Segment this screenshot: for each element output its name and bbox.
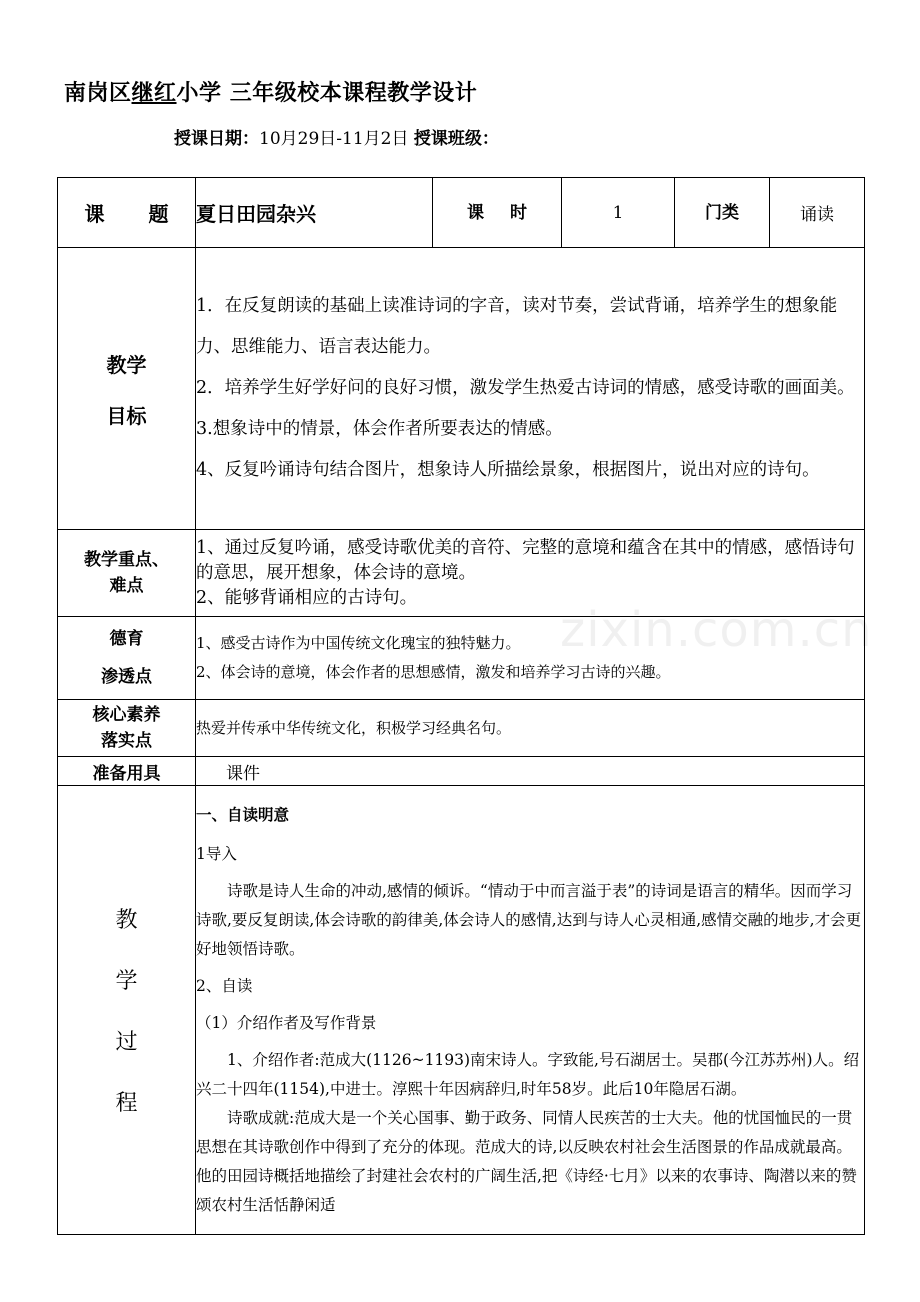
lesson-plan-table: [57, 177, 865, 1235]
hours-label: 课时: [467, 202, 553, 223]
topic-value: 夏日田园杂兴: [196, 178, 433, 248]
core-label-cell: [58, 700, 196, 757]
key-point-item: 1、通过反复吟诵，感受诗歌优美的音符、完整的意境和蕴含在其中的情感，感悟诗句的意思，展开想象，体会诗的意境。: [196, 537, 855, 583]
subsection-title: （1）介绍作者及写作背景: [196, 1013, 377, 1032]
category-label: 门类: [675, 178, 770, 248]
school-suffix: 小学: [176, 81, 222, 106]
process-label-cell: [58, 786, 196, 1235]
intro-text: 诗歌是诗人生命的冲动,感情的倾诉。“情动于中而言溢于表”的诗词是语言的精华。因而学习诗歌,要反复朗读,体会诗歌的韵律美,体会诗人的感情,达到与诗人心灵相通,感情交融的地步,才会更好地领悟诗歌。: [196, 881, 862, 958]
moral-label-cell: [58, 617, 196, 700]
author-intro: 1、介绍作者:范成大(1126~1193)南宋诗人。字致能,号石湖居士。吴郡(今江苏苏州)人。绍兴二十四年(1154),中进士。淳熙十年因病辞归,时年58岁。此后10年隐居石湖。: [196, 1050, 860, 1098]
tools-value: 课件: [196, 757, 865, 786]
process-label-char: 程: [115, 1091, 138, 1116]
moral-label-1: 德育: [109, 629, 144, 649]
self-read-title: 2、自读: [196, 976, 253, 995]
tools-label: 准备用具: [58, 757, 196, 786]
key-points-content: [196, 530, 865, 617]
school-name: 继红: [131, 81, 177, 106]
process-label-char: 教: [115, 908, 138, 933]
core-row: [58, 700, 865, 757]
poetry-achievement: 诗歌成就:范成大是一个关心国事、勤于政务、同情人民疾苦的士大夫。他的忧国恤民的一贯思想在其诗歌创作中得到了充分的体现。范成大的诗,以反映农村社会生活图景的作品成就最高。他的田园诗概括地描绘了封建社会农村的广阔生活,把《诗经·七月》以来的农事诗、陶潜以来的赞颂农村生活恬静闲适: [196, 1108, 857, 1214]
class-label: 授课班级：: [413, 129, 499, 149]
core-content: 热爱并传承中华传统文化，积极学习经典名句。: [196, 700, 865, 757]
process-label-char: 过: [115, 1030, 138, 1055]
goals-label-1: 教学: [106, 352, 147, 377]
process-content: [196, 786, 865, 1235]
goals-content: [196, 248, 865, 530]
title-rest: 三年级校本课程教学设计: [221, 81, 478, 106]
intro-title: 1导入: [196, 844, 237, 863]
date-value: 10月29日-11月2日: [259, 129, 409, 149]
section-heading: 一、自读明意: [196, 805, 290, 824]
document-title: [64, 76, 477, 107]
process-row: [58, 786, 865, 1235]
topic-label-cell: [58, 178, 213, 248]
hours-value: 1: [562, 178, 675, 248]
key-points-label-1: 教学重点、: [84, 550, 169, 570]
district-name: 南岗区: [64, 81, 132, 106]
goal-item: 4、反复吟诵诗句结合图片，想象诗人所描绘景象，根据图片，说出对应的诗句。: [196, 460, 820, 480]
tools-row: [58, 757, 865, 786]
moral-item: 2、体会诗的意境，体会作者的思想感情，激发和培养学习古诗的兴趣。: [196, 663, 671, 681]
moral-row: [58, 617, 865, 700]
date-label: 授课日期：: [174, 129, 259, 149]
key-points-label-cell: [58, 530, 196, 617]
goals-label-cell: [58, 248, 196, 530]
core-label-2: 落实点: [101, 731, 152, 751]
topic-row: [58, 178, 865, 248]
moral-item: 1、感受古诗作为中国传统文化瑰宝的独特魅力。: [196, 634, 521, 652]
goals-label-2: 目标: [106, 403, 147, 428]
process-label-char: 学: [115, 969, 138, 994]
goal-item: 1．在反复朗读的基础上读准诗词的字音，读对节奏，尝试背诵，培养学生的想象能力、思维能力、语言表达能力。: [196, 296, 838, 357]
key-points-row: [58, 530, 865, 617]
key-points-label-2: 难点: [109, 576, 144, 596]
topic-label: 课题: [84, 202, 213, 226]
watermark: zixin.com.cn: [560, 602, 873, 658]
core-label-1: 核心素养: [92, 705, 161, 725]
key-point-item: 2、能够背诵相应的古诗句。: [196, 587, 418, 608]
goals-row: [58, 248, 865, 530]
hours-label-cell: [433, 178, 562, 248]
moral-label-2: 渗透点: [101, 667, 152, 687]
date-line: [174, 124, 499, 149]
goal-item: 3.想象诗中的情景，体会作者所要表达的情感。: [196, 419, 563, 439]
moral-content: [196, 617, 865, 700]
goal-item: 2．培养学生好学好问的良好习惯，激发学生热爱古诗词的情感，感受诗歌的画面美。: [196, 378, 855, 398]
category-value: 诵读: [770, 178, 865, 248]
